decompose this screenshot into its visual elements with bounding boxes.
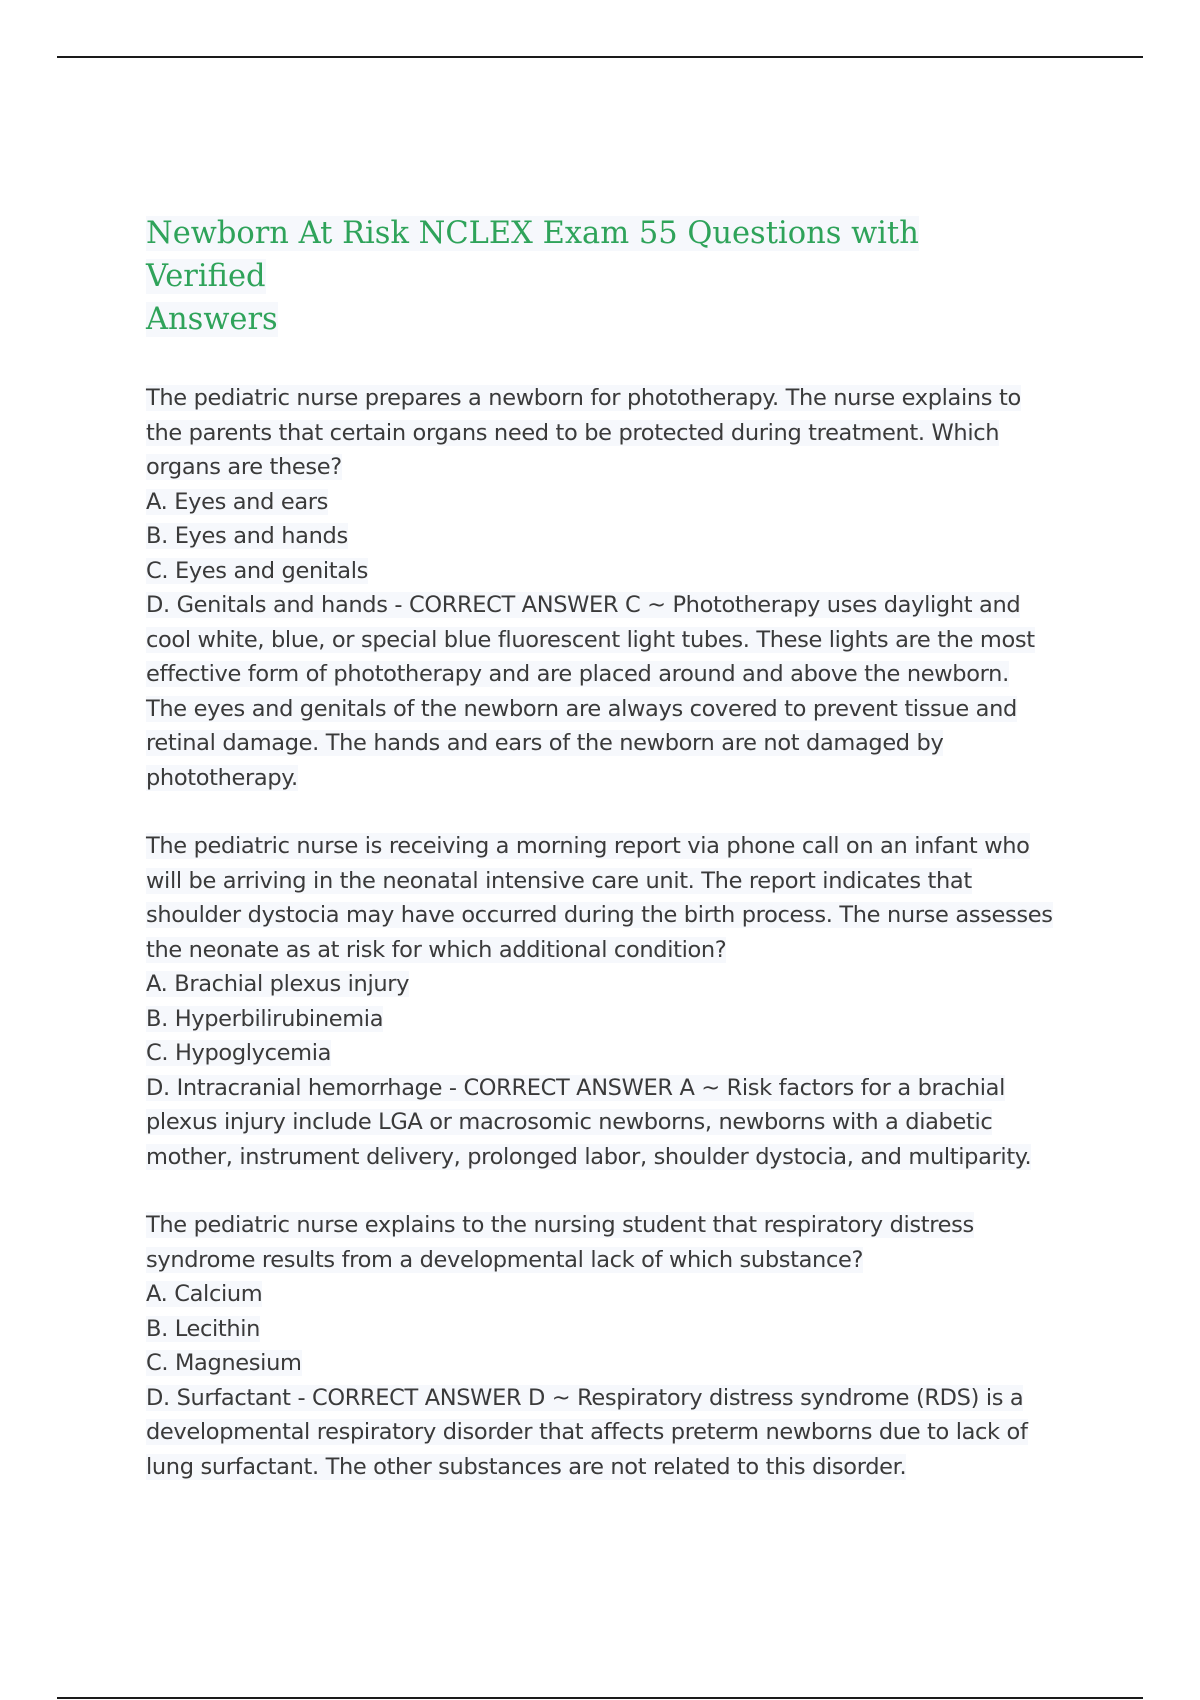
answer-rationale-line: D. Surfactant - CORRECT ANSWER D ~ Respiratory distress syndrome (RDS) is a [146, 1384, 1024, 1411]
answer-option-c: C. Eyes and genitals [146, 557, 368, 584]
question-stem-line: The pediatric nurse is receiving a morning report via phone call on an infant who [146, 833, 1030, 859]
answer-option-a: A. Calcium [146, 1281, 263, 1307]
question-stem-line: The pediatric nurse prepares a newborn for phototherapy. The nurse explains to [146, 385, 1021, 411]
title-line-1: Newborn At Risk NCLEX Exam 55 Questions with Verified [146, 216, 919, 294]
answer-rationale-line: D. Intracranial hemorrhage - CORRECT ANSWER A ~ Risk factors for a brachial [146, 1074, 1006, 1101]
question-stem-line: will be arriving in the neonatal intensive care unit. The report indicates that [146, 867, 972, 894]
answer-option-a: A. Eyes and ears [146, 488, 329, 515]
question-stem-line: shoulder dystocia may have occurred during the birth process. The nurse assesses [146, 902, 1053, 928]
answer-option-a: A. Brachial plexus injury [146, 971, 410, 997]
answer-rationale-line: developmental respiratory disorder that affects preterm newborns due to lack of [146, 1419, 1028, 1445]
title-line-2: Answers [146, 302, 278, 337]
answer-rationale-line: plexus injury include LGA or macrosomic newborns, newborns with a diabetic [146, 1109, 993, 1135]
answer-rationale-line: effective form of phototherapy and are placed around and above the newborn. [146, 661, 1009, 687]
answer-rationale-line: D. Genitals and hands - CORRECT ANSWER C ~ Phototherapy uses daylight and [146, 592, 1021, 618]
question-stem-line: the neonate as at risk for which additional condition? [146, 936, 727, 963]
answer-rationale-line: cool white, blue, or special blue fluorescent light tubes. These lights are the most [146, 626, 1035, 653]
answer-option-c: C. Magnesium [146, 1350, 302, 1376]
question-2 [146, 829, 1096, 1174]
answer-option-b: B. Eyes and hands [146, 523, 348, 549]
question-stem-line: organs are these? [146, 454, 342, 480]
answer-rationale-line: retinal damage. The hands and ears of the newborn are not damaged by [146, 730, 944, 756]
document-title [146, 212, 1046, 341]
question-1 [146, 381, 1096, 795]
document-body [146, 212, 1096, 1518]
question-stem-line: the parents that certain organs need to be protected during treatment. Which [146, 419, 1000, 446]
answer-option-b: B. Hyperbilirubinemia [146, 1005, 384, 1032]
question-stem-line: syndrome results from a developmental lack of which substance? [146, 1246, 864, 1273]
question-3 [146, 1208, 1096, 1484]
answer-rationale-line: mother, instrument delivery, prolonged labor, shoulder dystocia, and multiparity. [146, 1143, 1032, 1170]
header-rule [57, 56, 1143, 58]
answer-option-c: C. Hypoglycemia [146, 1040, 332, 1066]
question-stem-line: The pediatric nurse explains to the nursing student that respiratory distress [146, 1212, 974, 1238]
answer-rationale-line: phototherapy. [146, 764, 298, 791]
footer-rule [57, 1697, 1143, 1699]
answer-rationale-line: The eyes and genitals of the newborn are always covered to prevent tissue and [146, 695, 1017, 722]
answer-option-b: B. Lecithin [146, 1315, 261, 1342]
answer-rationale-line: lung surfactant. The other substances are not related to this disorder. [146, 1453, 907, 1480]
